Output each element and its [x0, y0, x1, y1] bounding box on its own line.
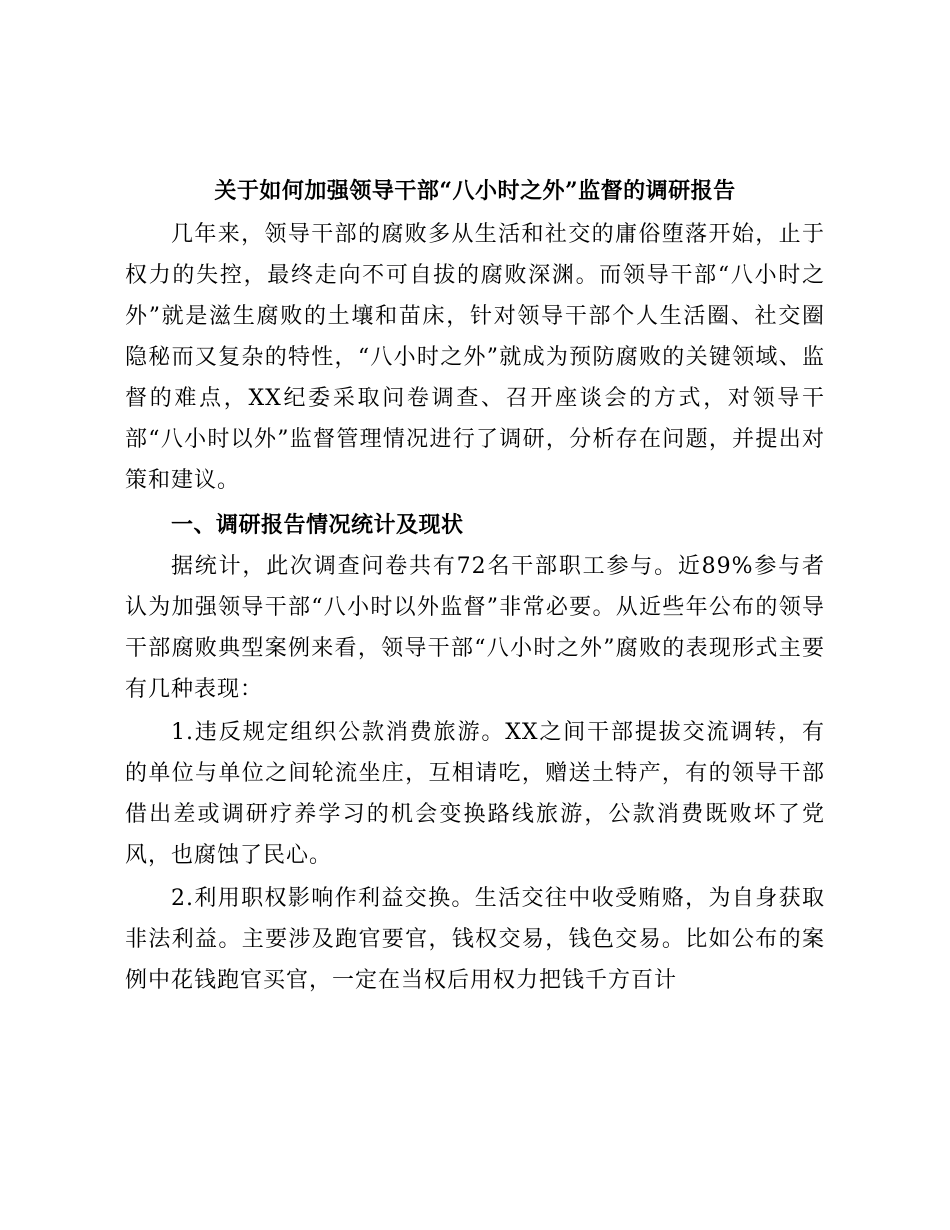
document-title: 关于如何加强领导干部“八小时之外”监督的调研报告	[214, 178, 736, 204]
section1-paragraph: 据统计，此次调查问卷共有72名干部职工参与。近89%参与者认为加强领导干部“八小时以外监督”非常必要。从近些年公布的领导干部腐败典型案例来看，领导干部“八小时之外”腐败的表现形式主要有几种表现：	[125, 554, 825, 702]
document-body	[125, 214, 825, 1001]
list-item-1: 1.违反规定组织公款消费旅游。XX之间干部提拔交流调转，有的单位与单位之间轮流坐庄，互相请吃，赠送土特产，有的领导干部借出差或调研疗养学习的机会变换路线旅游，公款消费既败坏了党风，也腐蚀了民心。	[125, 720, 825, 868]
list-item-2: 2.利用职权影响作利益交换。生活交往中收受贿赂，为自身获取非法利益。主要涉及跑官要官，钱权交易，钱色交易。比如公布的案例中花钱跑官买官，一定在当权后用权力把钱千方百计	[125, 886, 825, 993]
intro-paragraph: 几年来，领导干部的腐败多从生活和社交的庸俗堕落开始，止于权力的失控，最终走向不可自拔的腐败深渊。而领导干部“八小时之外”就是滋生腐败的土壤和苗床，针对领导干部个人生活圈、社交圈隐秘而又复杂的特性，“八小时之外”就成为预防腐败的关键领域、监督的难点，XX纪委采取问卷调查、召开座谈会的方式，对领导干部“八小时以外”监督管理情况进行了调研，分析存在问题，并提出对策和建议。	[125, 222, 825, 493]
section-heading-1: 一、调研报告情况统计及现状	[171, 512, 464, 538]
